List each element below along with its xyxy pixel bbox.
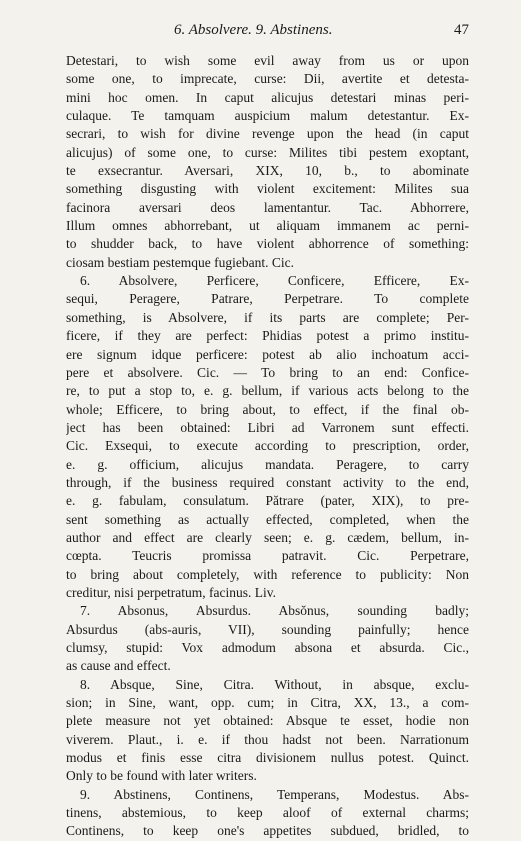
text-line: modus et finis esse citra divisionem nullus potest. Quinct. [66, 750, 469, 766]
text-line: pere et absolvere. Cic. — To bring to an end: Confice- [66, 364, 469, 380]
text-line: something, is Absolvere, if its parts are complete; Per- [66, 309, 469, 325]
text-line: Detestari, to wish some evil away from us or upon [66, 53, 469, 68]
text-line: to shudder back, to have violent abhorrence of something: [66, 236, 469, 252]
text-line: Illum omnes abhorrebant, ut aliquam immanem ac perni- [66, 218, 469, 234]
text-line: as cause and effect. [66, 658, 171, 674]
text-line: ere signum idque perficere: potest ab alio inchoatum acci- [66, 346, 469, 362]
text-line: facinora aversari deos lamentantur. Tac. Abhorrere, [66, 199, 469, 215]
text-line: e. g. fabulam, consulatum. Pătrare (pater, XIX), to pre- [66, 493, 469, 509]
text-line: te exsecrantur. Aversari, XIX, 10, b., to abominate [66, 163, 469, 179]
text-line: viverem. Plaut., i. e. if thou hadst not been. Narrationum [66, 731, 469, 747]
text-line: some one, to imprecate, curse: Dii, avertite et detesta- [66, 71, 469, 87]
text-line: ciosam bestiam pestemque fugiebant. Cic. [66, 254, 294, 270]
text-line: culaque. Te tamquam auspicium malum detestantur. Ex- [66, 108, 469, 124]
text-line: 8. Absque, Sine, Citra. Without, in absque, exclu- [80, 676, 469, 692]
header-section-right: 9. Abstinens. [255, 22, 333, 38]
text-line: cœpta. Teucris promissa patravit. Cic. Perpetrare, [66, 548, 469, 564]
text-line: Cic. Exsequi, to execute according to prescription, order, [66, 438, 469, 454]
text-line: clumsy, stupid: Vox admodum absona et absurda. Cic., [66, 640, 469, 655]
section-range-title [174, 22, 332, 39]
text-line: Absurdus (abs-auris, VII), sounding painfully; hence [66, 621, 469, 637]
text-line: sion; in Sine, want, opp. cum; in Citra, XX, 13., a com- [66, 695, 469, 711]
text-line: plete measure not yet obtained: Absque te esset, hodie non [66, 713, 469, 729]
text-line: something disgusting with violent excitement: Milites sua [66, 181, 469, 197]
text-line: sent something as actually effected, completed, when the [66, 511, 469, 527]
text-line: mini hoc omen. In caput alicujus detestari minas peri- [66, 89, 469, 105]
text-line: 6. Absolvere, Perficere, Conficere, Efficere, Ex- [80, 273, 469, 289]
text-line: alicujus) of some one, to curse: Milites tibi pestem exoptant, [66, 144, 469, 160]
text-line: creditur, nisi perpetratum, facinus. Liv. [66, 584, 277, 600]
text-line: e. g. officium, alicujus mandata. Peragere, to carry [66, 456, 469, 472]
text-line: Continens, to keep one's appetites subdued, bridled, to [66, 823, 469, 839]
text-line: to bring about completely, with reference to publicity: Non [66, 566, 469, 582]
text-line: Only to be found with later writers. [66, 768, 257, 784]
text-line: ficere, if they are perfect: Phidias potest a primo institu- [66, 328, 469, 344]
text-line: tinens, abstemious, to keep aloof of external charms; [66, 805, 469, 821]
running-header [66, 22, 469, 46]
text-line: through, if the business required constant activity to the end, [66, 474, 469, 490]
text-line: author and effect are clearly seen; e. g. cædem, bellum, in- [66, 529, 469, 545]
text-line: 7. Absonus, Absurdus. Absŏnus, sounding badly; [80, 603, 469, 619]
text-line: sequi, Peragere, Patrare, Perpetrare. To complete [66, 291, 469, 307]
text-line: whole; Efficere, to bring about, to effect, if the final ob- [66, 401, 469, 417]
header-section-left: 6. Absolvere. [174, 22, 252, 38]
text-line: 9. Abstinens, Continens, Temperans, Modestus. Abs- [80, 786, 469, 802]
page-body-text [66, 52, 469, 841]
text-line: ject has been obtained: Libri ad Varronem sunt effecti. [66, 419, 469, 435]
text-line: re, to put a stop to, e. g. bellum, if various acts belong to the [66, 383, 469, 399]
text-line: secrari, to wish for divine revenge upon the head (in caput [66, 126, 469, 142]
page-number: 47 [454, 22, 469, 38]
